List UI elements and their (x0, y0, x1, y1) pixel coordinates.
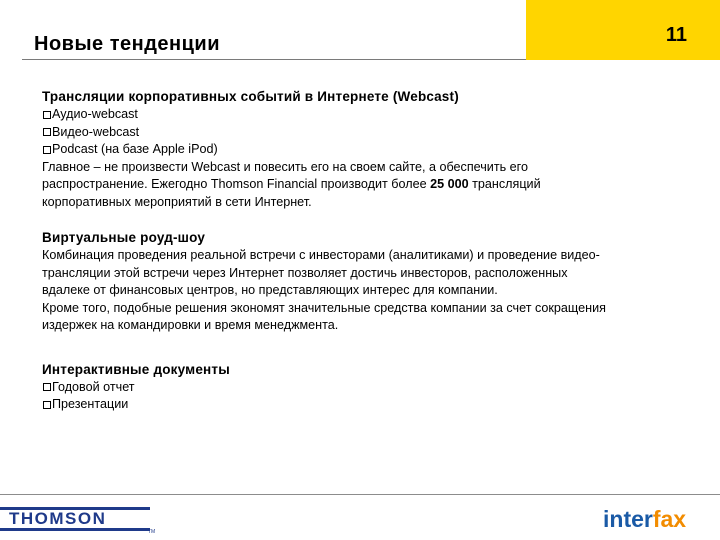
bullet-square-icon (43, 111, 51, 119)
paragraph-line: вдалеке от финансовых центров, но представляющих интерес для компании. (42, 283, 498, 297)
paragraph-line: корпоративных мероприятий в сети Интернет. (42, 194, 312, 209)
thomson-logo-tm: TM (148, 529, 156, 533)
thomson-logo-text: THOMSON (9, 509, 107, 528)
page-number-box (526, 0, 720, 60)
interfax-logo-fax: fax (652, 506, 687, 532)
bullet-item (42, 141, 692, 159)
page-number: 11 (665, 24, 687, 46)
bullet-item (42, 379, 692, 397)
paragraph-line: Кроме того, подобные решения экономят значительные средства компании за счет сокращения (42, 300, 606, 315)
paragraph-text: распространение. Ежегодно Thomson Financial производит более (42, 177, 427, 191)
bullet-square-icon (43, 146, 51, 154)
paragraph-text: трансляций (472, 177, 541, 191)
bullet-item (42, 106, 692, 124)
slide-content (42, 88, 692, 414)
section-title-roadshow: Виртуальные роуд-шоу (42, 230, 206, 245)
footer-divider (0, 494, 720, 495)
bullet-item (42, 396, 692, 414)
interfax-logo (603, 505, 713, 533)
header-title: Новые тенденции (34, 33, 220, 55)
bullet-text: Аудио-webcast (52, 107, 138, 121)
thomson-logo (0, 503, 170, 533)
interfax-logo-text (603, 506, 686, 532)
paragraph-line: издержек на командировки и время менеджмента. (42, 318, 339, 332)
paragraph-line: Главное – не произвести Webcast и повесить его на своем сайте, а обеспечить его (42, 159, 528, 174)
paragraph-line: Комбинация проведения реальной встречи с инвесторами (аналитиками) и проведение видео- (42, 248, 600, 262)
header-divider (22, 59, 526, 60)
bullet-square-icon (43, 128, 51, 136)
paragraph-line: трансляции этой встречи через Интернет позволяет достичь инвесторов, расположенных (42, 265, 568, 280)
bullet-text: Годовой отчет (52, 379, 135, 394)
interfax-logo-inter: inter (603, 506, 653, 532)
bullet-item (42, 124, 692, 142)
spacer (42, 211, 692, 229)
highlight-number: 25 000 (430, 177, 469, 191)
spacer (42, 335, 692, 361)
section-title-documents: Интерактивные документы (42, 361, 230, 377)
thomson-logo-bar-bottom (0, 528, 150, 531)
paragraph-line (42, 176, 692, 194)
bullet-square-icon (43, 401, 51, 409)
section-title-webcast: Трансляции корпоративных событий в Интернете (Webcast) (42, 89, 459, 104)
bullet-text: Презентации (52, 397, 129, 411)
bullet-text: Видео-webcast (52, 124, 140, 139)
bullet-square-icon (43, 383, 51, 391)
bullet-text: Podcast (на базе Apple iPod) (52, 142, 218, 156)
